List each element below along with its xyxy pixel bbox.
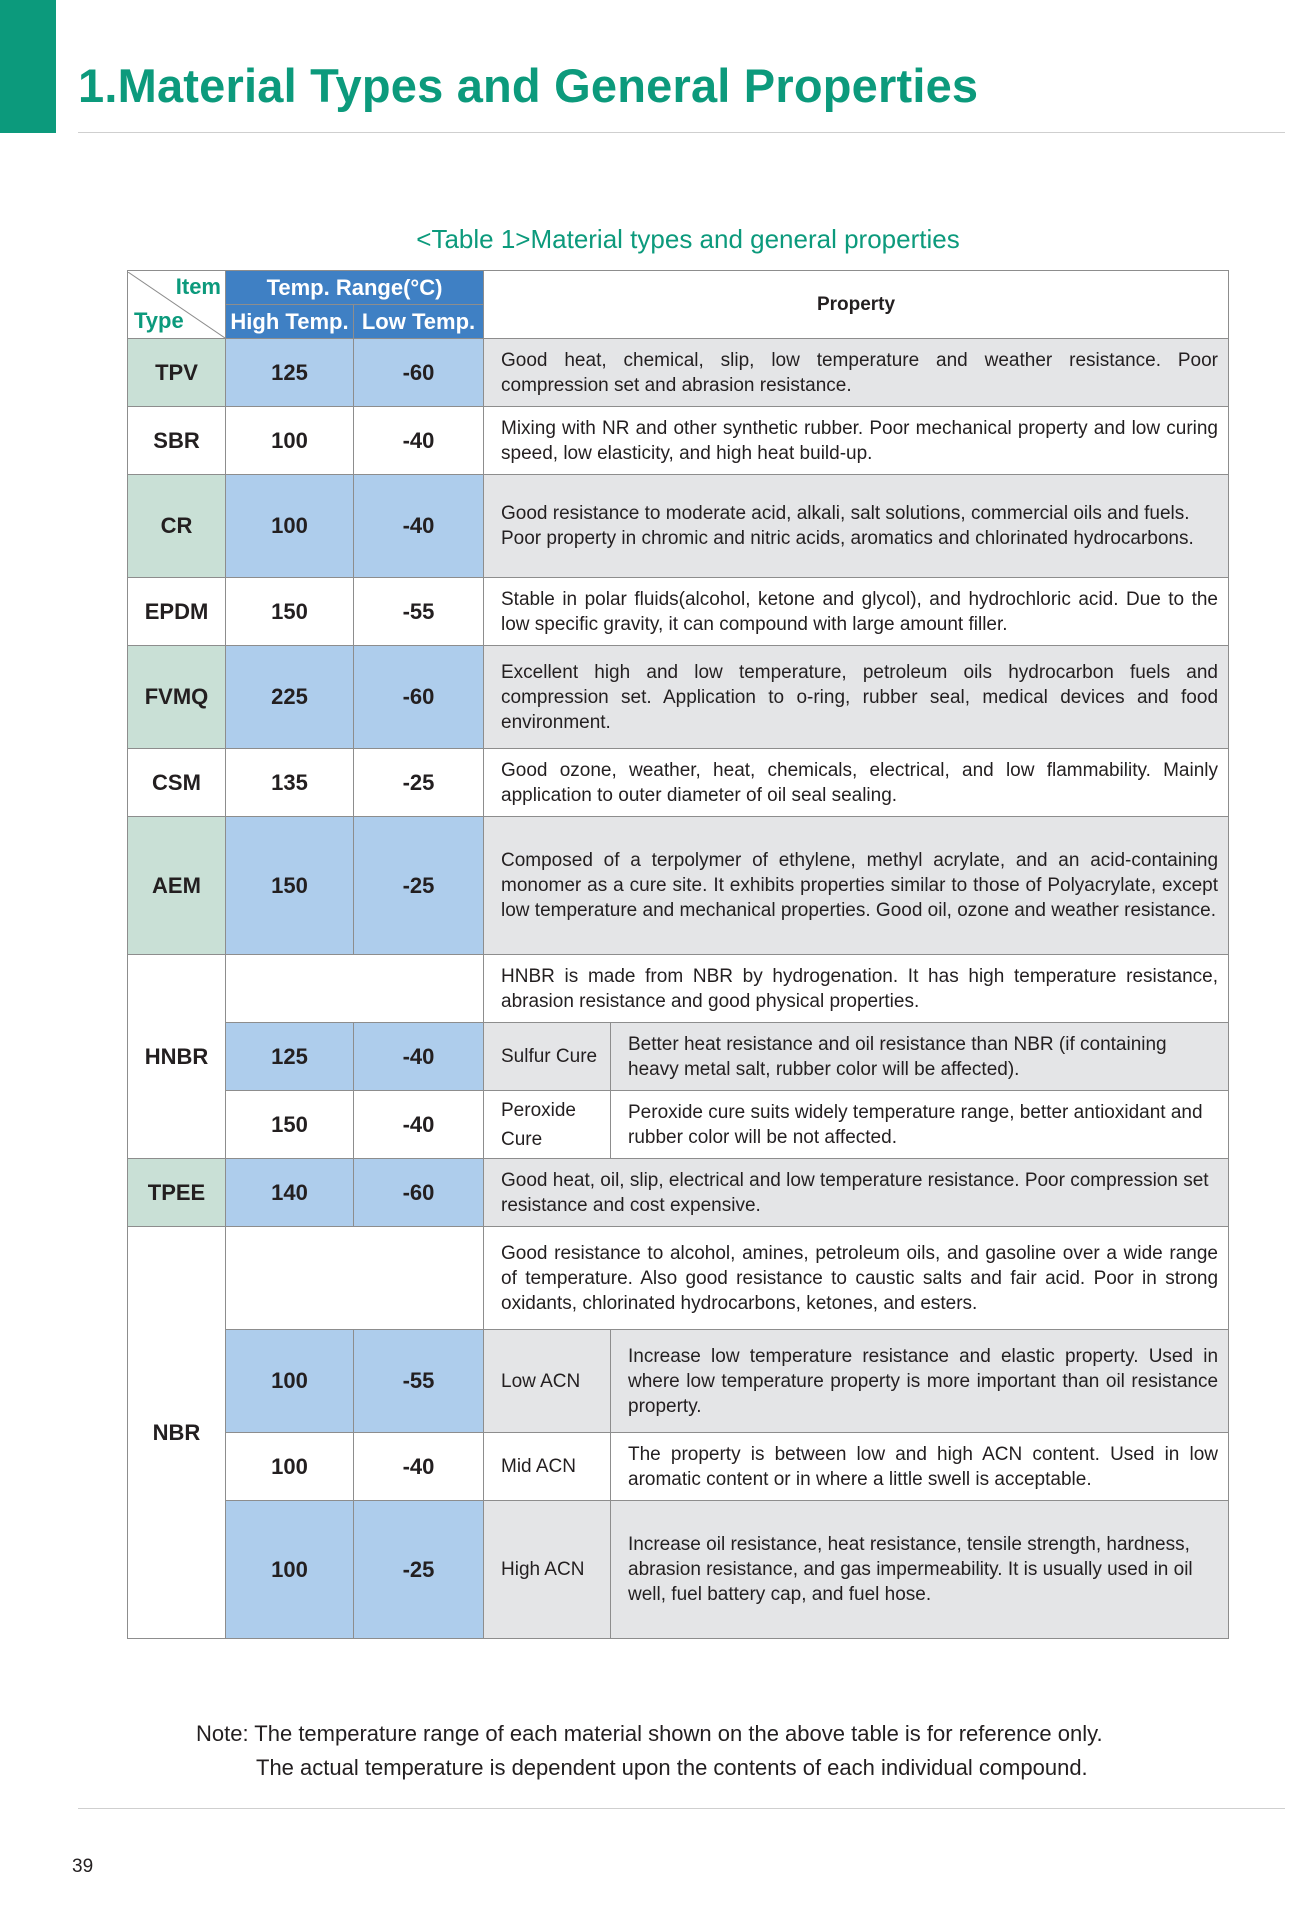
property-header: Property xyxy=(484,271,1229,339)
property-cell: Peroxide cure suits widely temperature range, better antioxidant and rubber color will be not affected. xyxy=(611,1091,1229,1159)
type-cell: TPEE xyxy=(128,1159,226,1227)
type-cell: CSM xyxy=(128,749,226,817)
property-cell: The property is between low and high ACN content. Used in low aromatic content or in where a little swell is acceptable. xyxy=(611,1433,1229,1501)
low-temp-cell: -55 xyxy=(354,1330,484,1433)
acn-grade-cell: Low ACN xyxy=(484,1330,611,1433)
table-row xyxy=(128,1330,1229,1433)
low-temp-cell: -60 xyxy=(354,339,484,407)
table-row xyxy=(128,1227,1229,1330)
note-line-1: Note: The temperature range of each material shown on the above table is for reference only. xyxy=(196,1721,1103,1746)
high-temp-cell: 225 xyxy=(226,646,354,749)
property-cell: Better heat resistance and oil resistance than NBR (if containing heavy metal salt, rubber color will be affected). xyxy=(611,1023,1229,1091)
table-row xyxy=(128,1023,1229,1091)
type-cell: EPDM xyxy=(128,578,226,646)
table-row xyxy=(128,1501,1229,1639)
acn-grade-cell: Mid ACN xyxy=(484,1433,611,1501)
high-temp-cell: 100 xyxy=(226,475,354,578)
table-row xyxy=(128,646,1229,749)
high-temp-cell: 125 xyxy=(226,1023,354,1091)
property-cell: Stable in polar fluids(alcohol, ketone and glycol), and hydrochloric acid. Due to the low specific gravity, it can compound with large amount filler. xyxy=(484,578,1229,646)
low-temp-cell: -40 xyxy=(354,1433,484,1501)
table-row xyxy=(128,1433,1229,1501)
low-temp-cell: -25 xyxy=(354,749,484,817)
high-temp-cell: 100 xyxy=(226,1433,354,1501)
table-row xyxy=(128,339,1229,407)
high-temp-cell: 150 xyxy=(226,1091,354,1159)
low-temp-cell: -40 xyxy=(354,407,484,475)
type-cell: FVMQ xyxy=(128,646,226,749)
note-line-2: The actual temperature is dependent upon the contents of each individual compound. xyxy=(256,1755,1088,1780)
low-temp-cell: -40 xyxy=(354,475,484,578)
table-row xyxy=(128,955,1229,1023)
page-number: 39 xyxy=(72,1856,94,1877)
empty-temp-cell xyxy=(226,1227,484,1330)
material-properties-table xyxy=(127,270,1229,1639)
cure-type-cell: Peroxide Cure xyxy=(484,1091,611,1159)
property-cell: Good ozone, weather, heat, chemicals, electrical, and low flammability. Mainly application to outer diameter of oil seal sealing. xyxy=(484,749,1229,817)
property-cell: Good resistance to alcohol, amines, petroleum oils, and gasoline over a wide range of temperature. Also good resistance to caustic salts and fair acid. Poor in strong oxidants, chlorinated hydrocarbons, ketones, and esters. xyxy=(484,1227,1229,1330)
low-temp-cell: -60 xyxy=(354,1159,484,1227)
title-divider xyxy=(78,132,1285,133)
property-cell: HNBR is made from NBR by hydrogenation. It has high temperature resistance, abrasion resistance and good physical properties. xyxy=(484,955,1229,1023)
table-row xyxy=(128,749,1229,817)
property-cell: Composed of a terpolymer of ethylene, methyl acrylate, and an acid-containing monomer as a cure site. It exhibits properties similar to those of Polyacrylate, except low temperature and mechanical properties. Good oil, ozone and weather resistance. xyxy=(484,817,1229,955)
high-temp-header: High Temp. xyxy=(226,305,354,339)
type-cell: HNBR xyxy=(128,955,226,1159)
high-temp-cell: 100 xyxy=(226,1330,354,1433)
empty-temp-cell xyxy=(226,955,484,1023)
low-temp-cell: -25 xyxy=(354,817,484,955)
high-temp-cell: 100 xyxy=(226,1501,354,1639)
table-note xyxy=(196,1717,1103,1785)
high-temp-cell: 150 xyxy=(226,817,354,955)
footer-divider xyxy=(78,1808,1285,1809)
high-temp-cell: 140 xyxy=(226,1159,354,1227)
temp-range-header: Temp. Range(°C) xyxy=(226,271,484,305)
table-row xyxy=(128,1159,1229,1227)
property-cell: Good heat, chemical, slip, low temperature and weather resistance. Poor compression set and abrasion resistance. xyxy=(484,339,1229,407)
low-temp-cell: -25 xyxy=(354,1501,484,1639)
cure-type-cell: Sulfur Cure xyxy=(484,1023,611,1091)
property-cell: Increase low temperature resistance and elastic property. Used in where low temperature property is more important than oil resistance property. xyxy=(611,1330,1229,1433)
property-cell: Good heat, oil, slip, electrical and low temperature resistance. Poor compression set resistance and cost expensive. xyxy=(484,1159,1229,1227)
table-header-row-1 xyxy=(128,271,1229,305)
low-temp-cell: -60 xyxy=(354,646,484,749)
property-cell: Excellent high and low temperature, petroleum oils hydrocarbon fuels and compression set. Application to o-ring, rubber seal, medical devices and food environment. xyxy=(484,646,1229,749)
high-temp-cell: 135 xyxy=(226,749,354,817)
item-header-label: Item xyxy=(175,273,221,299)
low-temp-header: Low Temp. xyxy=(354,305,484,339)
table-row xyxy=(128,407,1229,475)
type-cell: TPV xyxy=(128,339,226,407)
low-temp-cell: -40 xyxy=(354,1091,484,1159)
table-row xyxy=(128,475,1229,578)
page-title: 1.Material Types and General Properties xyxy=(78,59,979,112)
table-row xyxy=(128,1091,1229,1159)
type-header-label: Type xyxy=(134,307,184,333)
property-cell: Mixing with NR and other synthetic rubber. Poor mechanical property and low curing speed, low elasticity, and high heat build-up. xyxy=(484,407,1229,475)
high-temp-cell: 125 xyxy=(226,339,354,407)
type-cell: CR xyxy=(128,475,226,578)
high-temp-cell: 150 xyxy=(226,578,354,646)
table-caption: <Table 1>Material types and general properties xyxy=(416,224,960,254)
item-type-header-cell xyxy=(128,271,226,339)
section-tab-marker xyxy=(0,0,56,133)
low-temp-cell: -40 xyxy=(354,1023,484,1091)
property-cell: Increase oil resistance, heat resistance, tensile strength, hardness, abrasion resistance, and gas impermeability. It is usually used in oil well, fuel battery cap, and fuel hose. xyxy=(611,1501,1229,1639)
type-cell: AEM xyxy=(128,817,226,955)
acn-grade-cell: High ACN xyxy=(484,1501,611,1639)
low-temp-cell: -55 xyxy=(354,578,484,646)
property-cell: Good resistance to moderate acid, alkali, salt solutions, commercial oils and fuels. Poor property in chromic and nitric acids, aromatics and chlorinated hydrocarbons. xyxy=(484,475,1229,578)
table-row xyxy=(128,578,1229,646)
high-temp-cell: 100 xyxy=(226,407,354,475)
table-row xyxy=(128,817,1229,955)
type-cell: SBR xyxy=(128,407,226,475)
type-cell: NBR xyxy=(128,1227,226,1639)
